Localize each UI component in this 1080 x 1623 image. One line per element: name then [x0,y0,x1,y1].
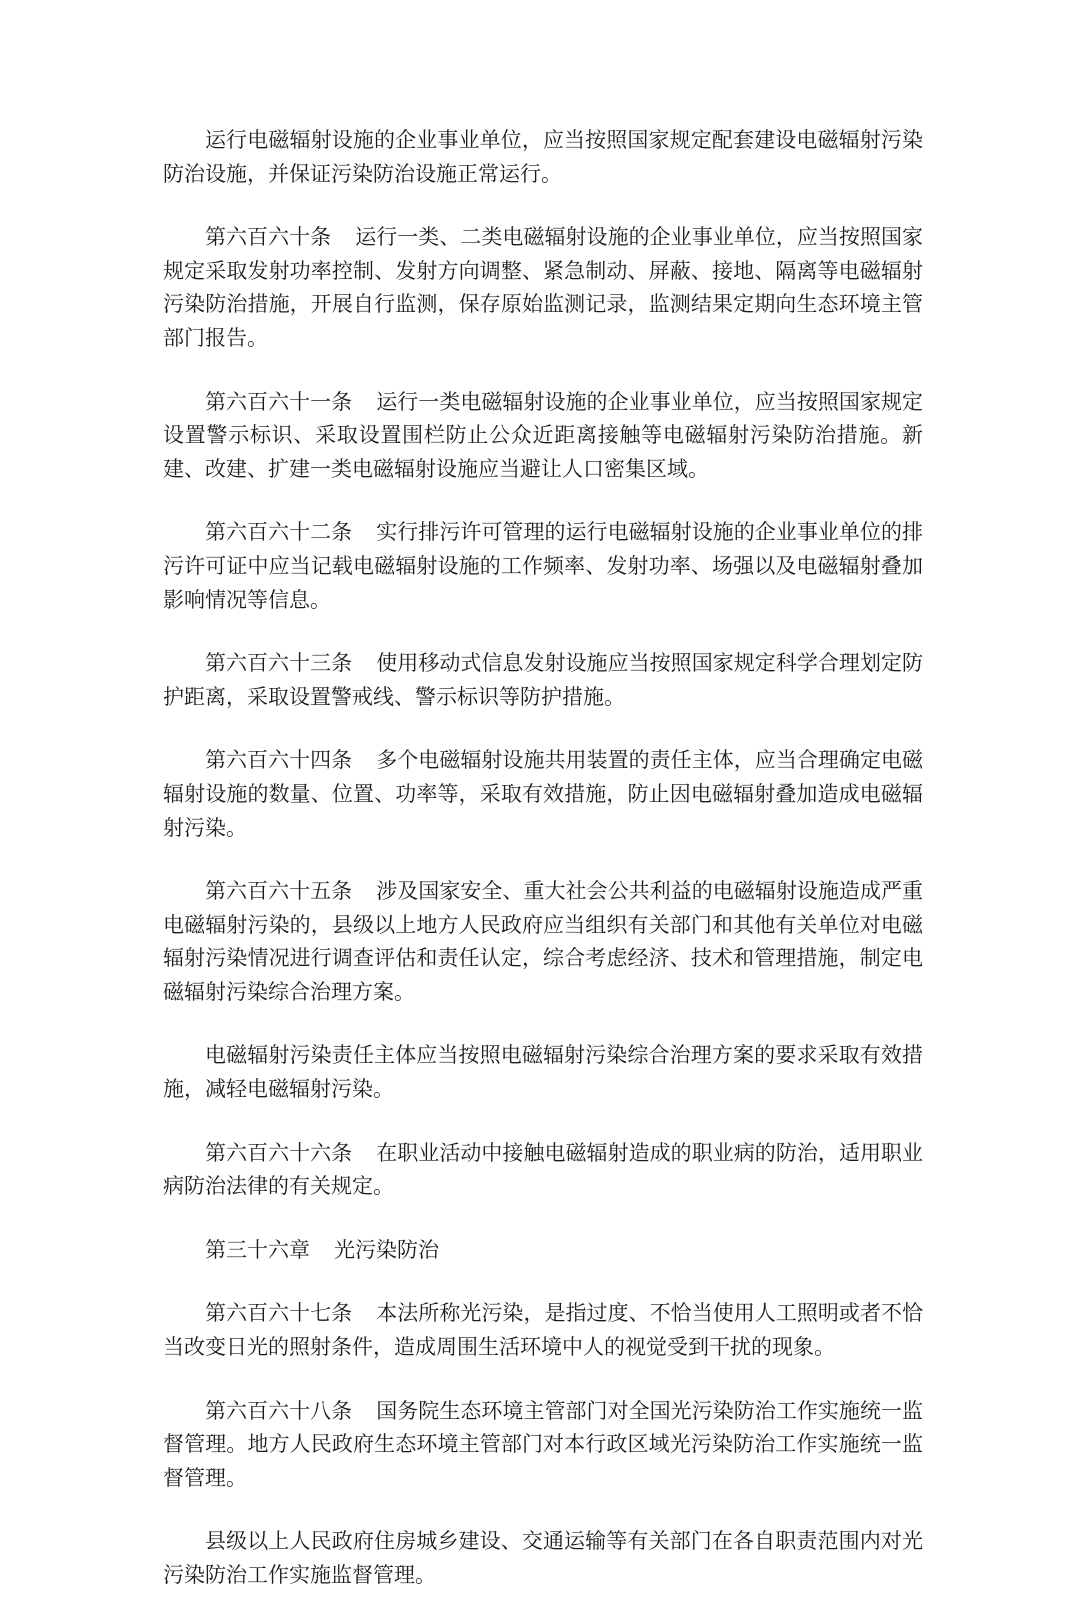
paragraph-668-2 [163,1525,923,1592]
article-text: 多个电磁辐射设施共用装置的责任主体，应当合理确定电磁辐射设施的数量、位置、功率等，采取有效措施，防止因电磁辐射叠加造成电磁辐射污染。 [163,748,924,840]
article-662 [163,516,923,617]
article-number: 第六百六十五条 [205,879,353,904]
paragraph-text: 县级以上人民政府住房城乡建设、交通运输等有关部门在各自职责范围内对光污染防治工作实施监督管理。 [163,1529,923,1587]
chapter-heading [163,1234,923,1268]
article-665 [163,875,923,1009]
article-text: 在职业活动中接触电磁辐射造成的职业病的防治，适用职业病防治法律的有关规定。 [163,1140,924,1199]
article-number: 第六百六十四条 [205,748,353,773]
chapter-title: 光污染防治 [334,1237,439,1262]
article-number: 第六百六十六条 [205,1140,353,1165]
article-text: 实行排污许可管理的运行电磁辐射设施的企业事业单位的排污许可证中应当记载电磁辐射设施的工作频率、发射功率、场强以及电磁辐射叠加影响情况等信息。 [163,520,924,612]
article-number: 第六百六十七条 [205,1301,353,1326]
paragraph-text: 运行电磁辐射设施的企业事业单位，应当按照国家规定配套建设电磁辐射污染防治设施，并保证污染防治设施正常运行。 [163,128,923,186]
article-663 [163,647,923,714]
article-number: 第六百六十二条 [205,520,353,545]
article-number: 第六百六十三条 [205,651,353,676]
article-666 [163,1137,923,1204]
article-number: 第六百六十一条 [205,389,353,414]
article-number: 第六百六十条 [205,225,332,250]
chapter-number: 第三十六章 [205,1237,310,1262]
article-667 [163,1297,923,1364]
article-text: 运行一类、二类电磁辐射设施的企业事业单位，应当按照国家规定采取发射功率控制、发射方向调整、紧急制动、屏蔽、接地、隔离等电磁辐射污染防治措施，开展自行监测，保存原始监测记录，监测结果定期向生态环境主管部门报告。 [163,225,924,350]
article-text: 国务院生态环境主管部门对全国光污染防治工作实施统一监督管理。地方人民政府生态环境主管部门对本行政区域光污染防治工作实施统一监督管理。 [163,1398,924,1490]
article-664 [163,744,923,845]
paragraph-1 [163,124,923,191]
article-text: 涉及国家安全、重大社会公共利益的电磁辐射设施造成严重电磁辐射污染的，县级以上地方人民政府应当组织有关部门和其他有关单位对电磁辐射污染情况进行调查评估和责任认定，综合考虑经济、技术和管理措施，制定电磁辐射污染综合治理方案。 [163,879,924,1004]
paragraph-text: 电磁辐射污染责任主体应当按照电磁辐射污染综合治理方案的要求采取有效措施，减轻电磁辐射污染。 [163,1043,923,1102]
article-660 [163,221,923,355]
document-body [163,124,923,1623]
article-number: 第六百六十八条 [205,1398,353,1423]
article-668 [163,1395,923,1496]
article-text: 使用移动式信息发射设施应当按照国家规定科学合理划定防护距离，采取设置警戒线、警示标识等防护措施。 [163,651,924,709]
article-661 [163,386,923,487]
paragraph-665-2 [163,1039,923,1106]
article-text: 运行一类电磁辐射设施的企业事业单位，应当按照国家规定设置警示标识、采取设置围栏防止公众近距离接触等电磁辐射污染防治措施。新建、改建、扩建一类电磁辐射设施应当避让人口密集区域。 [163,389,924,481]
article-text: 本法所称光污染，是指过度、不恰当使用人工照明或者不恰当改变日光的照射条件，造成周围生活环境中人的视觉受到干扰的现象。 [163,1301,924,1360]
